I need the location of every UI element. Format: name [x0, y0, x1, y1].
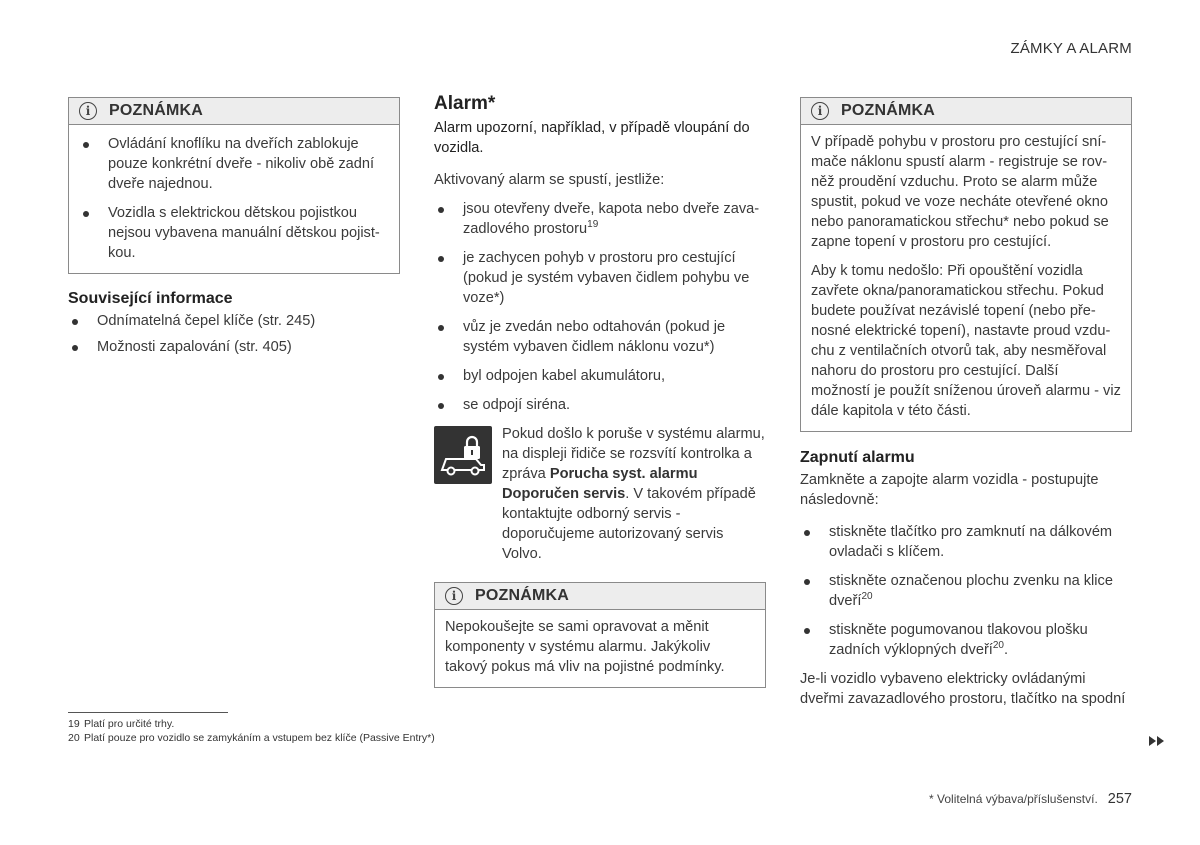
section-heading: Zapnutí alarmu: [800, 449, 915, 466]
note-text: V případě pohybu v prostoru pro cestující snímače náklonu spustí alarm - registruje se rovněž proudění vzduchu. Proto se alarm může spustit, pokud ve voze necháte otevřené okno nebo panoramatickou střechu* nebo pokud se zapne topení v prostoru pro cestující.: [811, 134, 1109, 250]
trigger-list: [434, 199, 766, 415]
section-header: ZÁMKY A ALARM: [1010, 40, 1132, 57]
footnote: 20 Platí pouze pro vozidlo se zamykáním a vstupem bez klíče (Passive Entry*): [68, 732, 435, 744]
activate-steps: [800, 522, 1132, 660]
note-title: POZNÁMKA: [841, 102, 936, 119]
note-title: POZNÁMKA: [109, 102, 204, 119]
related-heading: Související informace: [68, 290, 233, 307]
note-title: POZNÁMKA: [475, 587, 570, 604]
footnote-ref: 20: [861, 591, 873, 603]
intro-text: Alarm upozorní, například, v případě vloupání do vozidla.: [434, 120, 750, 156]
note-list: [79, 134, 389, 263]
note-header: [435, 583, 765, 610]
next-page-icon[interactable]: [1149, 736, 1165, 749]
list-item: vůz je zvedán nebo odtahován (pokud je systém vybaven čidlem náklonu vozu*): [434, 317, 766, 357]
related-link[interactable]: Odnímatelná čepel klíče (str. 245): [68, 311, 400, 331]
footnotes: [68, 712, 435, 745]
note-text: Aby k tomu nedošlo: Při opouštění vozidla zavřete okna/panoramatickou střechu. Pokud budete používat nezávislé topení (nebo přenosné elektrické topení), nastavte proud vzduchu z ventilačních otvorů tak, aby nesměřoval nahoru do prostoru pro cestující. Další možností je použít sníženou úroveň alarmu - viz dále kapitola v této části.: [811, 263, 1121, 419]
alarm-warning-lamp-icon: [434, 426, 492, 484]
page-title: Alarm*: [434, 93, 496, 114]
note-box: [800, 97, 1132, 432]
list-item: stiskněte označenou plochu zvenku na klice dveří$^{20}$: [800, 571, 1132, 611]
info-icon: i: [445, 587, 463, 605]
list-item: Vozidla s elektrickou dětskou pojistkou nejsou vybavena manuální dětskou pojistkou.: [79, 203, 389, 263]
list-item: Ovládání knoflíku na dveřích zablokuje pouze konkrétní dveře - nikoliv obě zadní dveře najednou.: [79, 134, 389, 194]
note-box: [434, 582, 766, 688]
fault-paragraph: Pokud došlo k poruše v systému alarmu, na displeji řidiče se rozsvítí kontrolka a zpráva Porucha syst. alarmu Doporučen servis. V takovém případě kontaktujte odborný servis - doporučujeme autorizovaný servis Volvo.: [434, 424, 766, 564]
system-message: Porucha syst. alarmu Doporučen servis: [502, 466, 698, 502]
footnote: 19 Platí pro určité trhy.: [68, 718, 175, 730]
info-icon: i: [79, 102, 97, 120]
note-text: Nepokoušejte se sami opravovat a měnit komponenty v systému alarmu. Jakýkoliv takový pokus má vliv na pojistné podmínky.: [445, 619, 725, 675]
footer-note: * Volitelná výbava/příslušenství.: [929, 792, 1098, 806]
footnote-rule: [68, 712, 228, 713]
footnote-ref: 20: [992, 640, 1004, 652]
list-item: stiskněte pogumovanou tlakovou plošku zadních výklopných dveří$^{20}$.: [800, 620, 1132, 660]
activate-lead: Zamkněte a zapojte alarm vozidla - postupujte následovně:: [800, 472, 1099, 508]
list-item: se odpojí siréna.: [434, 395, 766, 415]
note-header: [801, 98, 1131, 125]
related-link[interactable]: Možnosti zapalování (str. 405): [68, 337, 400, 357]
info-icon: i: [811, 102, 829, 120]
note-box: [68, 97, 400, 274]
column-left: [68, 97, 400, 363]
footnote-ref: 19: [587, 219, 599, 231]
list-item: jsou otevřeny dveře, kapota nebo dveře zavazadlového prostoru$^{19}$: [434, 199, 766, 239]
list-item: byl odpojen kabel akumulátoru,: [434, 366, 766, 386]
related-list: [68, 311, 400, 357]
column-middle: [434, 94, 766, 688]
trigger-lead: Aktivovaný alarm se spustí, jestliže:: [434, 172, 665, 188]
page-footer: [929, 791, 1132, 807]
note-header: [69, 98, 399, 125]
list-item: stiskněte tlačítko pro zamknutí na dálkovém ovladači s klíčem.: [800, 522, 1132, 562]
list-item: je zachycen pohyb v prostoru pro cestující (pokud je systém vybaven čidlem pohybu ve voze*): [434, 248, 766, 308]
page-number: 257: [1107, 791, 1132, 807]
closing-text: Je-li vozidlo vybaveno elektricky ovládanými dveřmi zavazadlového prostoru, tlačítko na spodní: [800, 671, 1126, 707]
column-right: [800, 97, 1132, 718]
